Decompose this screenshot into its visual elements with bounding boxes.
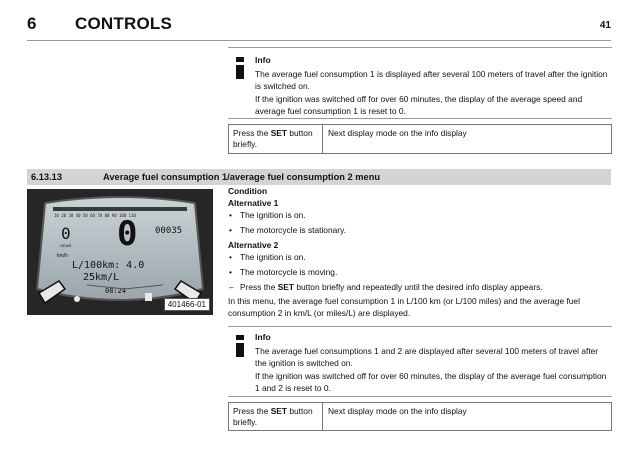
info-bottom-line2: If the ignition was switched off for over 60 minutes, the display of the average fuel consumption 1 and 2 is reset to 0. [255,370,607,394]
action-table-top [228,124,612,154]
gear-label: GEAR [60,243,72,248]
fuel-icon [145,293,152,301]
dashboard-illustration [27,189,213,315]
clock: 08:24 [105,287,127,295]
alt1-item: • The ignition is on. [228,209,612,221]
info-top-rule [228,47,612,48]
figure-label: 401466-01 [164,298,210,311]
chapter-number: 6 [27,14,37,33]
info-top-title: Info [255,55,271,65]
info-bottom-rule [228,326,612,327]
action-top-instruction: Press the SET button briefly. [229,125,323,153]
warning-icon [74,296,80,302]
alt2-item: • The ignition is on. [228,251,612,263]
info-top-bottom-rule [228,118,612,119]
alt2-item: • The motorcycle is moving. [228,266,612,278]
info-bottom-bottom-rule [228,396,612,397]
consumption-line2: 25km/L [83,272,120,283]
alt1-item: • The motorcycle is stationary. [228,224,612,236]
speed-value: 0 [117,214,138,254]
header-rule [27,40,611,41]
odometer: 00035 [155,226,183,236]
alt1-title: Alternative 1 [228,198,279,208]
page-number: 41 [599,20,611,31]
gear-value: 0 [61,224,71,243]
info-bottom [255,331,612,395]
info-icon [232,335,248,357]
chapter-title: CONTROLS [75,14,172,33]
info-bottom-line1: The average fuel consumptions 1 and 2 are displayed after several 100 meters of travel after the ignition is switched on. [255,345,599,369]
info-icon [232,57,248,79]
menu-description: In this menu, the average fuel consumption 1 in L/100 km (or L/100 miles) and the average fuel consumption 2 in km/L (or miles/L) are displayed. [228,296,580,318]
section-number: 6.13.13 [31,172,63,182]
action-top-result: Next display mode on the info display [328,128,467,138]
consumption-line1: L/100km: 4.0 [72,260,145,271]
condition-block [228,185,612,319]
svg-text:10 20 30 40 50 60 70 80 90 100: 10 20 30 40 50 60 70 80 90 100 110 [54,213,136,218]
info-top-line1: The average fuel consumption 1 is displayed after several 100 meters of travel after the ignition is switched on. [255,68,608,92]
condition-title: Condition [228,186,268,196]
info-top [255,54,612,118]
speed-unit: km/h [57,253,68,259]
section-header [27,169,611,185]
dashboard-figure [27,189,213,315]
step-instruction: – Press the SET button briefly and repeatedly until the desired info display appears. [228,281,612,293]
action-table-bottom [228,402,612,431]
action-bottom-instruction: Press the SET button briefly. [229,403,323,430]
section-title: Average fuel consumption 1/average fuel consumption 2 menu [103,172,381,182]
action-bottom-result: Next display mode on the info display [328,406,467,416]
info-bottom-title: Info [255,332,271,342]
info-top-line2: If the ignition was switched off for over 60 minutes, the display of the average speed and average fuel consumption 1 is reset to 0. [255,93,583,117]
alt2-title: Alternative 2 [228,240,279,250]
